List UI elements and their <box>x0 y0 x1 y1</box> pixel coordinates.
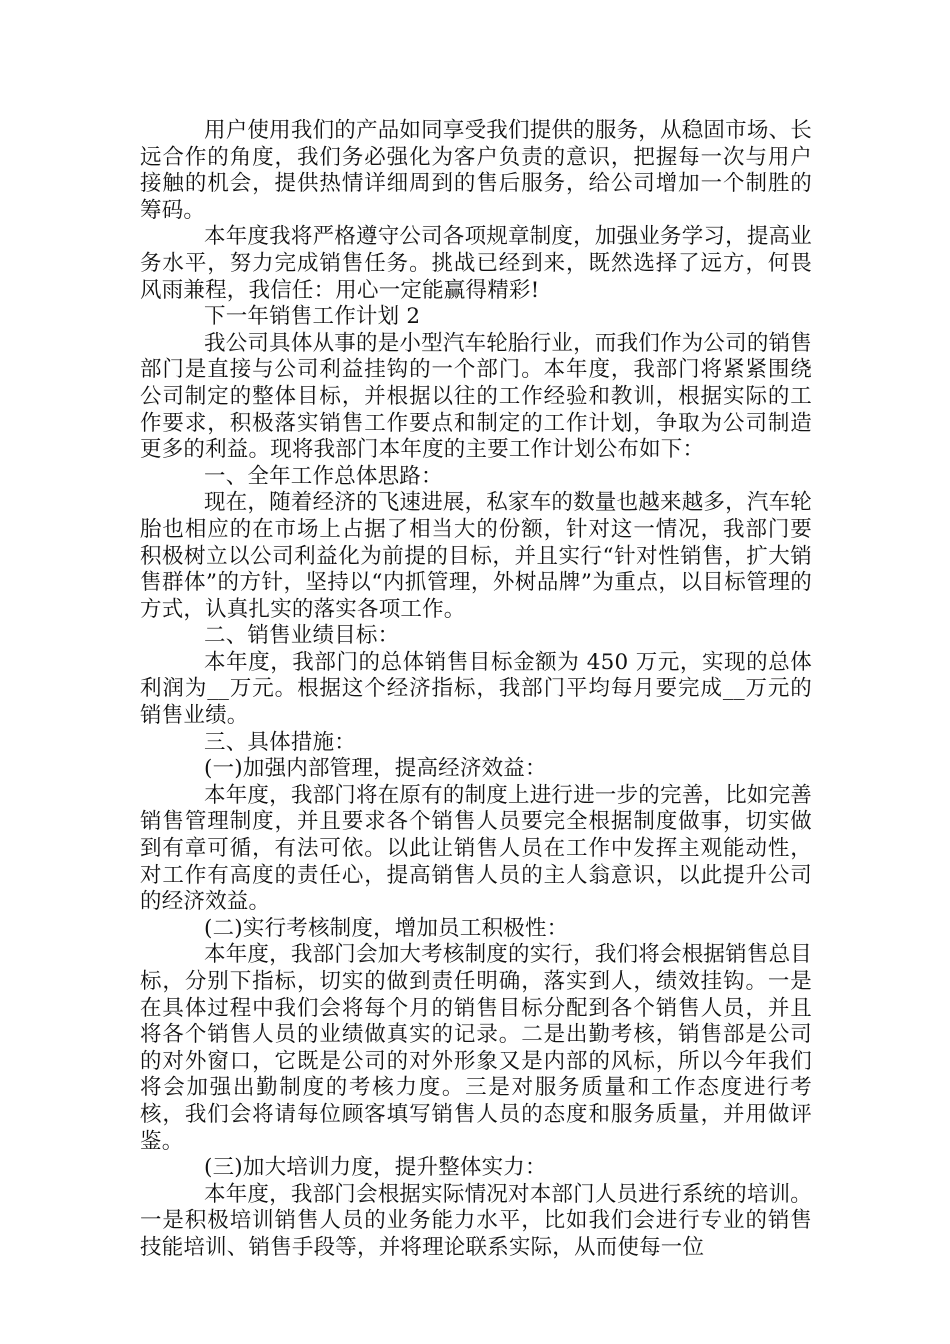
paragraph-after-sales-service: 用户使用我们的产品如同享受我们提供的服务，从稳固市场、长远合作的角度，我们务必强化为客户负责的意识，把握每一次与用户接触的机会，提供热情详细周到的售后服务，给公司增加一个制胜的筹码。 <box>140 118 812 223</box>
heading-sales-target: 二、销售业绩目标： <box>204 623 400 649</box>
paragraph-sales-target: 本年度，我部门的总体销售目标金额为 450 万元，实现的总体利润为__万元。根据这个经济指标，我部门平均每月要完成__万元的销售业绩。 <box>140 649 812 729</box>
document-body <box>140 118 812 1262</box>
heading-training: (三)加大培训力度，提升整体实力： <box>204 1155 547 1181</box>
paragraph-company-introduction: 我公司具体从事的是小型汽车轮胎行业，而我们作为公司的销售部门是直接与公司利益挂钩的一个部门。本年度，我部门将紧紧围绕公司制定的整体目标，并根据以往的工作经验和教训，根据实际的工作要求，积极落实销售工作要点和制定的工作计划，争取为公司制造更多的利益。现将我部门本年度的主要工作计划公布如下： <box>140 330 812 463</box>
section-title-plan-2: 下一年销售工作计划 2 <box>204 304 421 330</box>
heading-assessment-system: (二)实行考核制度，增加员工积极性： <box>204 915 569 941</box>
heading-internal-management: (一)加强内部管理，提高经济效益： <box>204 756 547 782</box>
heading-overall-approach: 一、全年工作总体思路： <box>204 463 443 489</box>
paragraph-training: 本年度，我部门会根据实际情况对本部门人员进行系统的培训。一是积极培训销售人员的业务能力水平，比如我们会进行专业的销售技能培训、销售手段等，并将理论联系实际，从而使每一位 <box>140 1181 812 1260</box>
paragraph-internal-management: 本年度，我部门将在原有的制度上进行进一步的完善，比如完善销售管理制度，并且要求各个销售人员要完全根据制度做事，切实做到有章可循，有法可依。以此让销售人员在工作中发挥主观能动性，对工作有高度的责任心，提高销售人员的主人翁意识，以此提升公司的经济效益。 <box>140 782 812 915</box>
paragraph-assessment-system: 本年度，我部门会加大考核制度的实行，我们将会根据销售总目标，分别下指标，切实的做到责任明确，落实到人，绩效挂钩。一是在具体过程中我们会将每个月的销售目标分配到各个销售人员，并且将各个销售人员的业绩做真实的记录。二是出勤考核，销售部是公司的对外窗口，它既是公司的对外形象又是内部的风标，所以今年我们将会加强出勤制度的考核力度。三是对服务质量和工作态度进行考核，我们会将请每位顾客填写销售人员的态度和服务质量，并用做评鉴。 <box>140 942 812 1154</box>
paragraph-overall-approach: 现在，随着经济的飞速进展，私家车的数量也越来越多，汽车轮胎也相应的在市场上占据了相当大的份额，针对这一情况，我部门要积极树立以公司利益化为前提的目标，并且实行“针对性销售，扩大销售群体”的方针，坚持以“内抓管理，外树品牌”为重点，以目标管理的方式，认真扎实的落实各项工作。 <box>140 490 812 622</box>
paragraph-annual-commitment: 本年度我将严格遵守公司各项规章制度，加强业务学习，提高业务水平，努力完成销售任务。挑战已经到来，既然选择了远方，何畏风雨兼程，我信任：用心一定能赢得精彩! <box>140 224 812 303</box>
heading-specific-measures: 三、具体措施： <box>204 729 356 755</box>
